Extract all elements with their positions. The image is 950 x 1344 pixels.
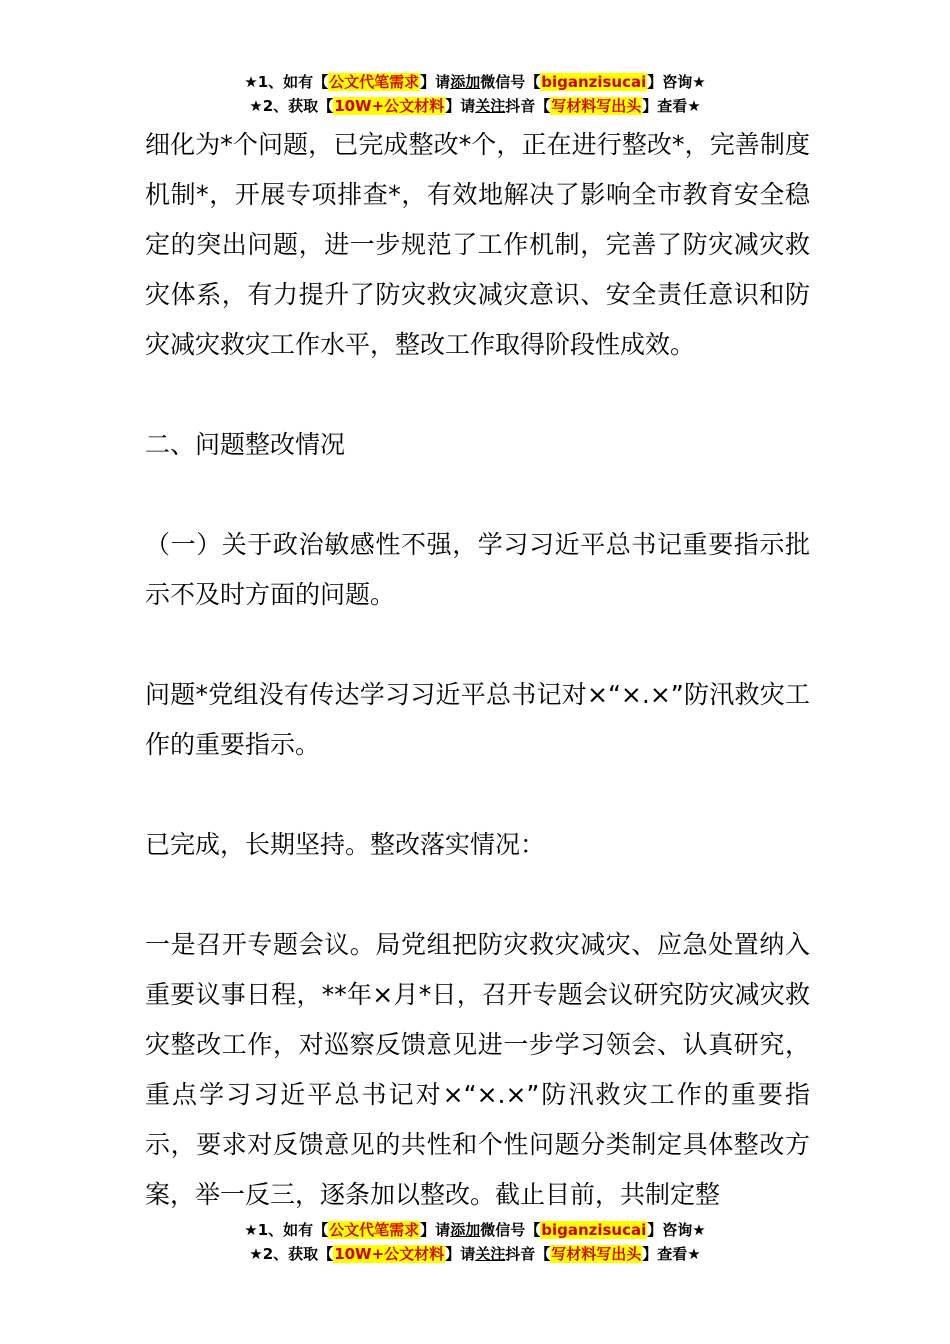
- banner-text: 】请: [420, 73, 451, 91]
- document-body: [145, 120, 810, 1220]
- banner-line-2: [0, 1242, 950, 1266]
- banner-text: 抖音【: [505, 97, 551, 115]
- banner-text: ★2、获取【: [249, 1245, 334, 1263]
- banner-highlight: 公文代笔需求: [329, 1221, 420, 1239]
- banner-line-1: [0, 70, 950, 94]
- banner-highlight: biganzisucai: [541, 1221, 647, 1239]
- banner-text: 】咨询★: [647, 1221, 706, 1239]
- banner-highlight: 10W+公文材料: [334, 97, 445, 115]
- banner-text: 】查看★: [642, 1245, 701, 1263]
- banner-text: 】请: [420, 1221, 451, 1239]
- banner-text: 抖音【: [505, 1245, 551, 1263]
- banner-text: ★1、如有【: [244, 1221, 329, 1239]
- banner-text: ★1、如有【: [244, 73, 329, 91]
- banner-highlight: biganzisucai: [541, 73, 647, 91]
- banner-underline: 添加: [450, 73, 481, 91]
- paragraph-issue: 问题*党组没有传达学习习近平总书记对×“×.×”防汛救灾工作的重要指示。: [145, 680, 810, 759]
- footer-banner: [0, 1218, 950, 1266]
- header-banner: [0, 70, 950, 118]
- banner-text: ★2、获取【: [249, 97, 334, 115]
- banner-underline: 添加: [450, 1221, 481, 1239]
- banner-highlight: 10W+公文材料: [334, 1245, 445, 1263]
- banner-text: 】咨询★: [647, 73, 706, 91]
- section-heading: 二、问题整改情况: [145, 430, 346, 459]
- paragraph-measure: 一是召开专题会议。局党组把防灾救灾减灾、应急处置纳入重要议事日程，**年×月*日，召开专题会议研究防灾减灾救灾整改工作，对巡察反馈意见进一步学习领会、认真研究，重点学习习近平总书记对×“×.×”防汛救灾工作的重要指示，要求对反馈意见的共性和个性问题分类制定具体整改方案，举一反三，逐条加以整改。截止目前，共制定整: [145, 930, 810, 1209]
- banner-underline: 关注: [475, 97, 506, 115]
- banner-highlight: 公文代笔需求: [329, 73, 420, 91]
- banner-text: 微信号【: [480, 73, 541, 91]
- banner-line-1: [0, 1218, 950, 1242]
- banner-text: 】查看★: [642, 97, 701, 115]
- banner-underline: 关注: [475, 1245, 506, 1263]
- banner-line-2: [0, 94, 950, 118]
- banner-highlight: 写材料写出头: [551, 1245, 642, 1263]
- subsection-heading: （一）关于政治敏感性不强，学习习近平总书记重要指示批示不及时方面的问题。: [145, 530, 810, 609]
- banner-text: 微信号【: [480, 1221, 541, 1239]
- paragraph-status: 已完成，长期坚持。整改落实情况：: [145, 830, 546, 859]
- paragraph-summary: 细化为*个问题，已完成整改*个，正在进行整改*，完善制度机制*，开展专项排查*，有效地解决了影响全市教育安全稳定的突出问题，进一步规范了工作机制，完善了防灾减灾救灾体系，有力提升了防灾救灾减灾意识、安全责任意识和防灾减灾救灾工作水平，整改工作取得阶段性成效。: [145, 130, 810, 359]
- banner-text: 】请: [445, 1245, 476, 1263]
- banner-highlight: 写材料写出头: [551, 97, 642, 115]
- banner-text: 】请: [445, 97, 476, 115]
